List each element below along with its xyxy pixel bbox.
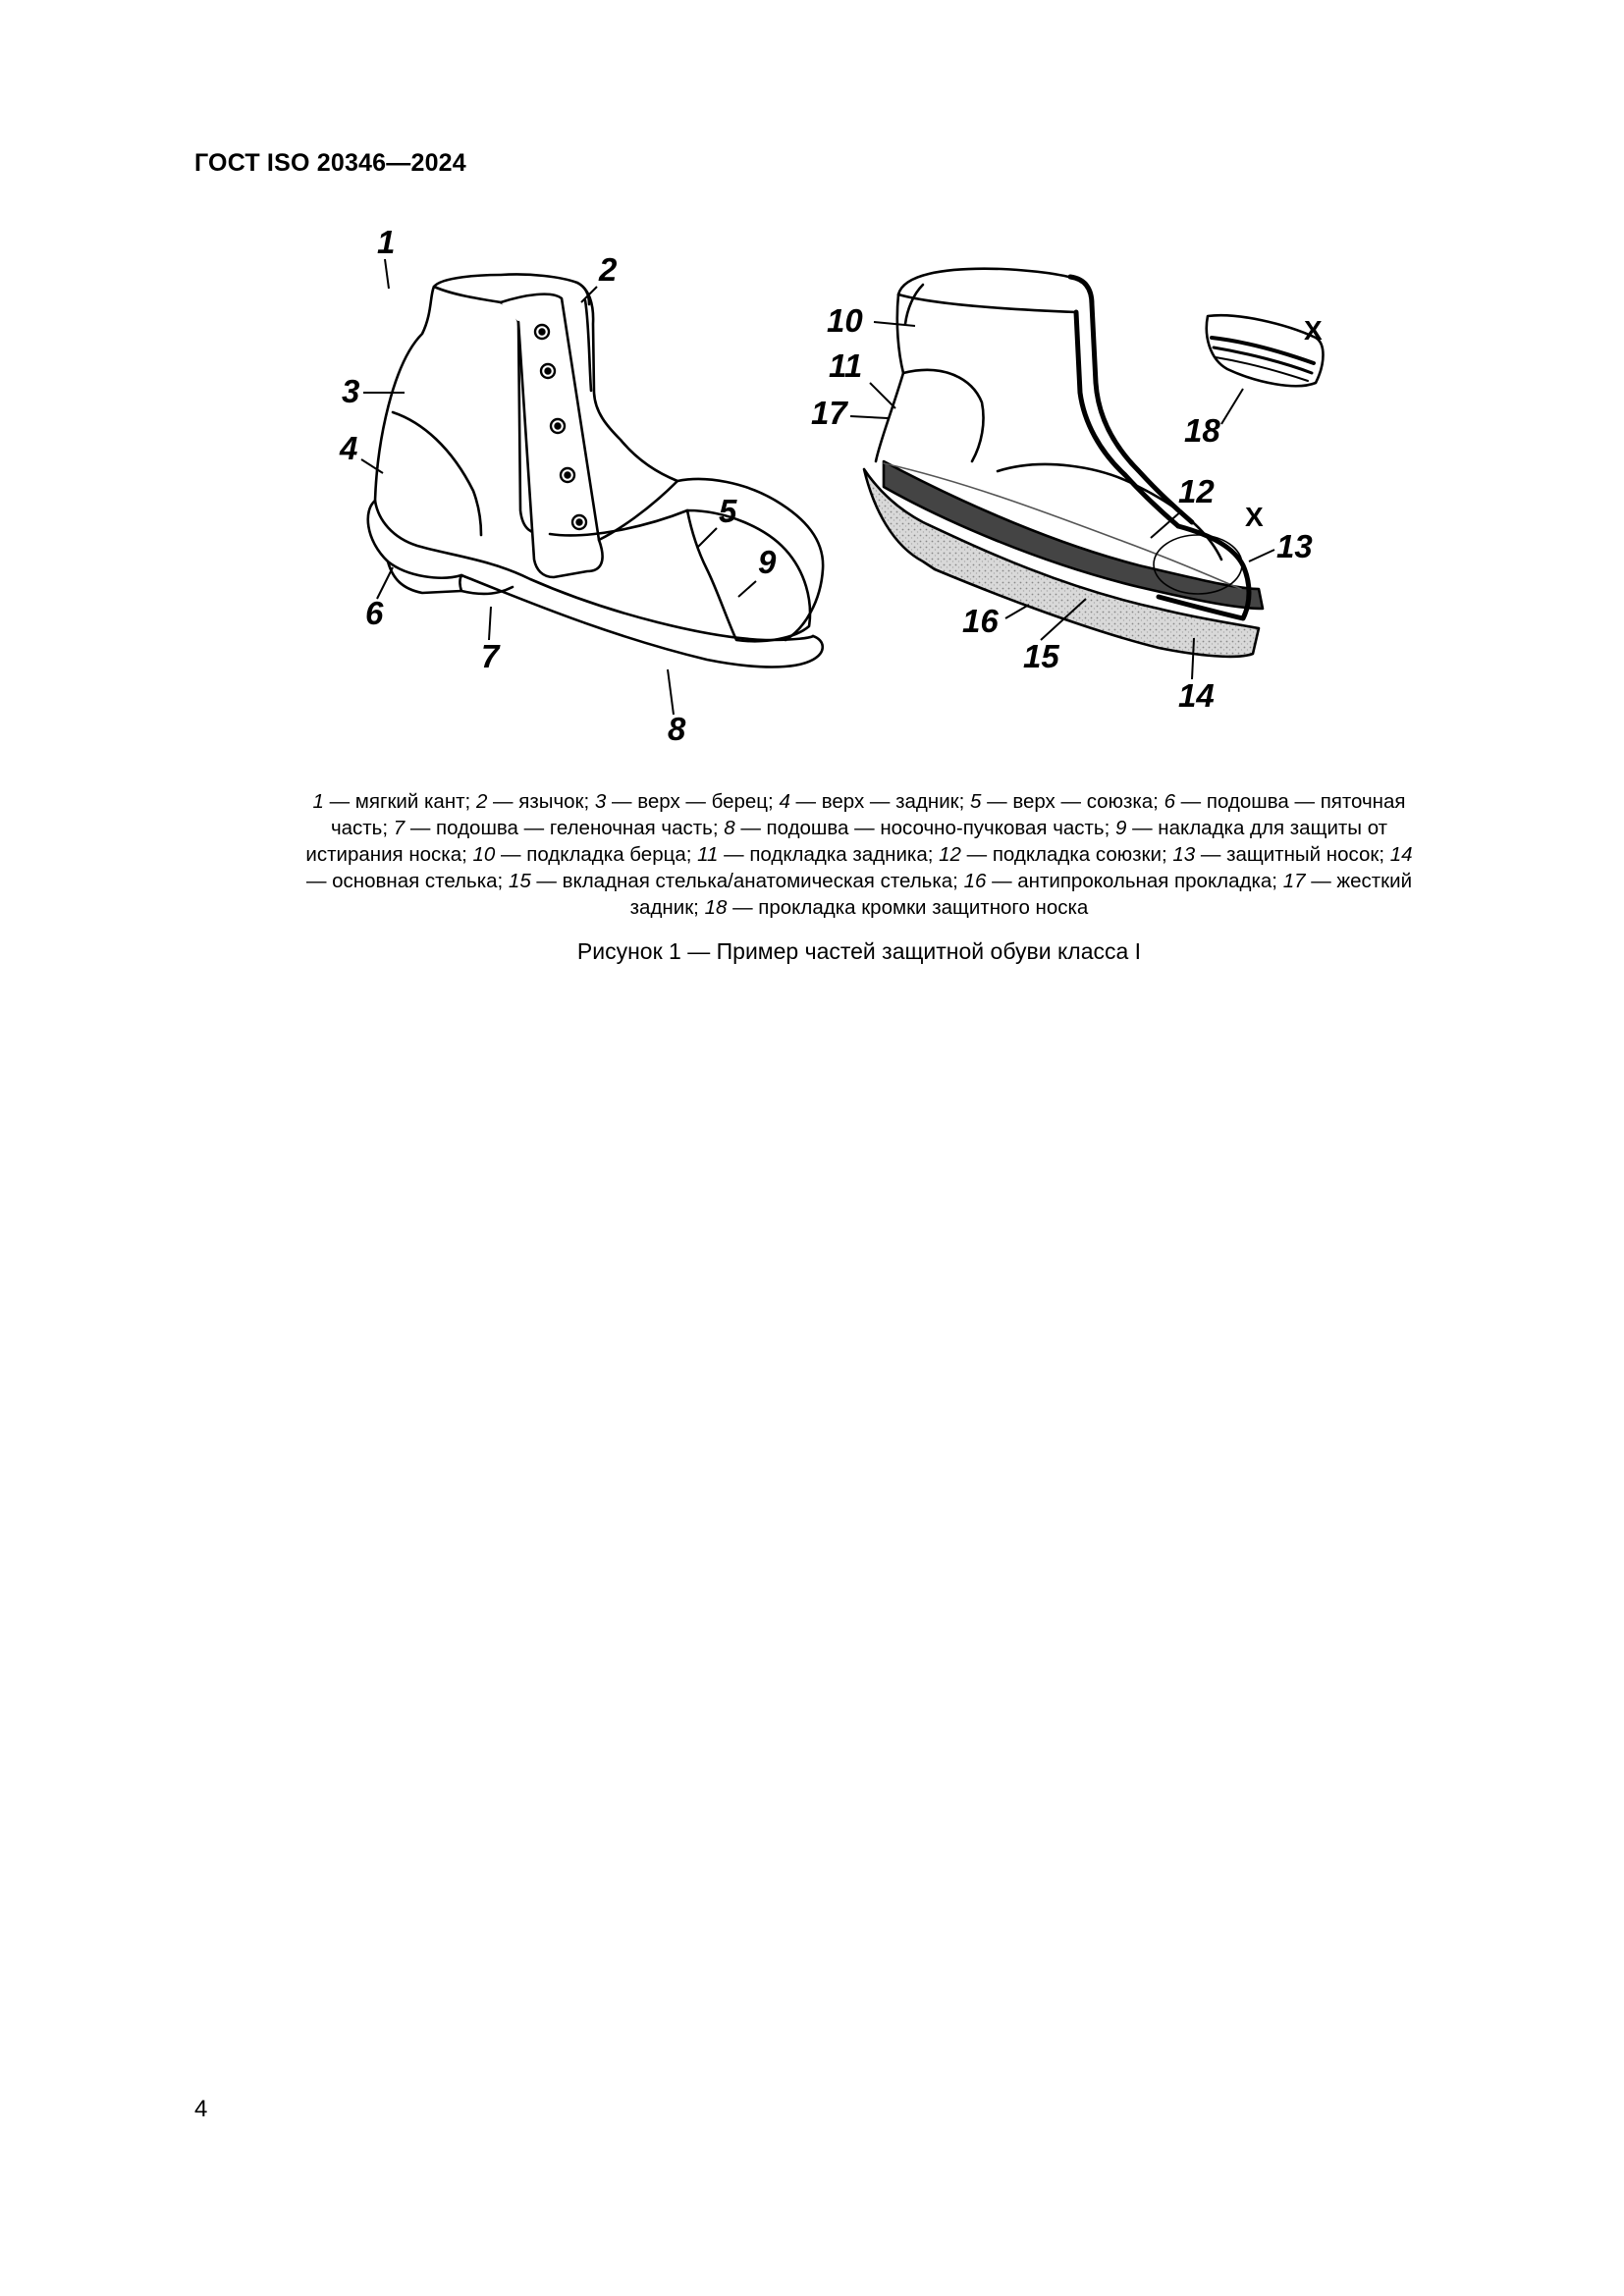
left-boot-drawing [368, 274, 823, 667]
figure-label-16: 16 [962, 603, 999, 639]
legend-item: 13 — защитный носок; [1172, 843, 1390, 866]
legend-item: 1 — мягкий кант; [312, 790, 476, 813]
figure-label-7: 7 [481, 638, 500, 674]
legend-item: 11 — подкладка задника; [697, 843, 940, 866]
legend-item: 16 — антипрокольная прокладка; [963, 870, 1283, 892]
right-boot-drawing [864, 269, 1263, 657]
legend-item: 6 — подошва — пяточная часть; [330, 790, 1406, 839]
figure-label-17: 17 [811, 395, 847, 431]
figure-label-6: 6 [365, 595, 384, 631]
figure-caption: Рисунок 1 — Пример частей защитной обуви класса I [576, 938, 1142, 964]
legend-item: 12 — подкладка союзки; [939, 843, 1173, 866]
figure-label-18: 18 [1184, 412, 1220, 449]
legend-item: 10 — подкладка берца; [472, 843, 698, 866]
figure-label-8: 8 [668, 711, 686, 747]
legend-item: 7 — подошва — геленочная часть; [393, 817, 725, 839]
legend-item: 14 — основная стелька; [305, 843, 1413, 892]
detail-marker-inset: X [1304, 315, 1323, 346]
figure-label-14: 14 [1178, 677, 1215, 714]
legend-item: 9 — накладка для защиты от истирания носка; [305, 817, 1388, 866]
figure-label-12: 12 [1178, 473, 1215, 509]
figure-label-11: 11 [829, 347, 863, 384]
figure-label-4: 4 [340, 430, 358, 466]
figure-label-5: 5 [719, 493, 737, 529]
figure-label-10: 10 [827, 302, 863, 339]
legend-item: 8 — подошва — носочно-пучковая часть; [724, 817, 1115, 839]
figure-label-1: 1 [377, 224, 396, 260]
legend-item: 2 — язычок; [475, 790, 595, 813]
figure-label-9: 9 [758, 544, 777, 580]
legend-item: 15 — вкладная стелька/анатомическая стелька; [508, 870, 964, 892]
boot-parts-figure [295, 216, 1375, 766]
figure-label-15: 15 [1023, 638, 1059, 674]
figure-label-2: 2 [599, 251, 618, 288]
legend-item: 17 — жесткий задник; [629, 870, 1413, 919]
document-header: ГОСТ ISO 20346—2024 [194, 149, 466, 177]
legend-item: 4 — верх — задник; [779, 790, 971, 813]
legend-item: 3 — верх — берец; [594, 790, 780, 813]
figure-label-13: 13 [1276, 528, 1313, 564]
legend-item: 18 — прокладка кромки защитного носка [704, 896, 1089, 919]
detail-marker-boot: X [1245, 502, 1264, 532]
legend-item: 5 — верх — союзка; [970, 790, 1164, 813]
boot-illustration [295, 216, 1375, 766]
page-number: 4 [194, 2096, 208, 2122]
figure-legend [295, 788, 1424, 921]
figure-label-3: 3 [342, 373, 360, 409]
